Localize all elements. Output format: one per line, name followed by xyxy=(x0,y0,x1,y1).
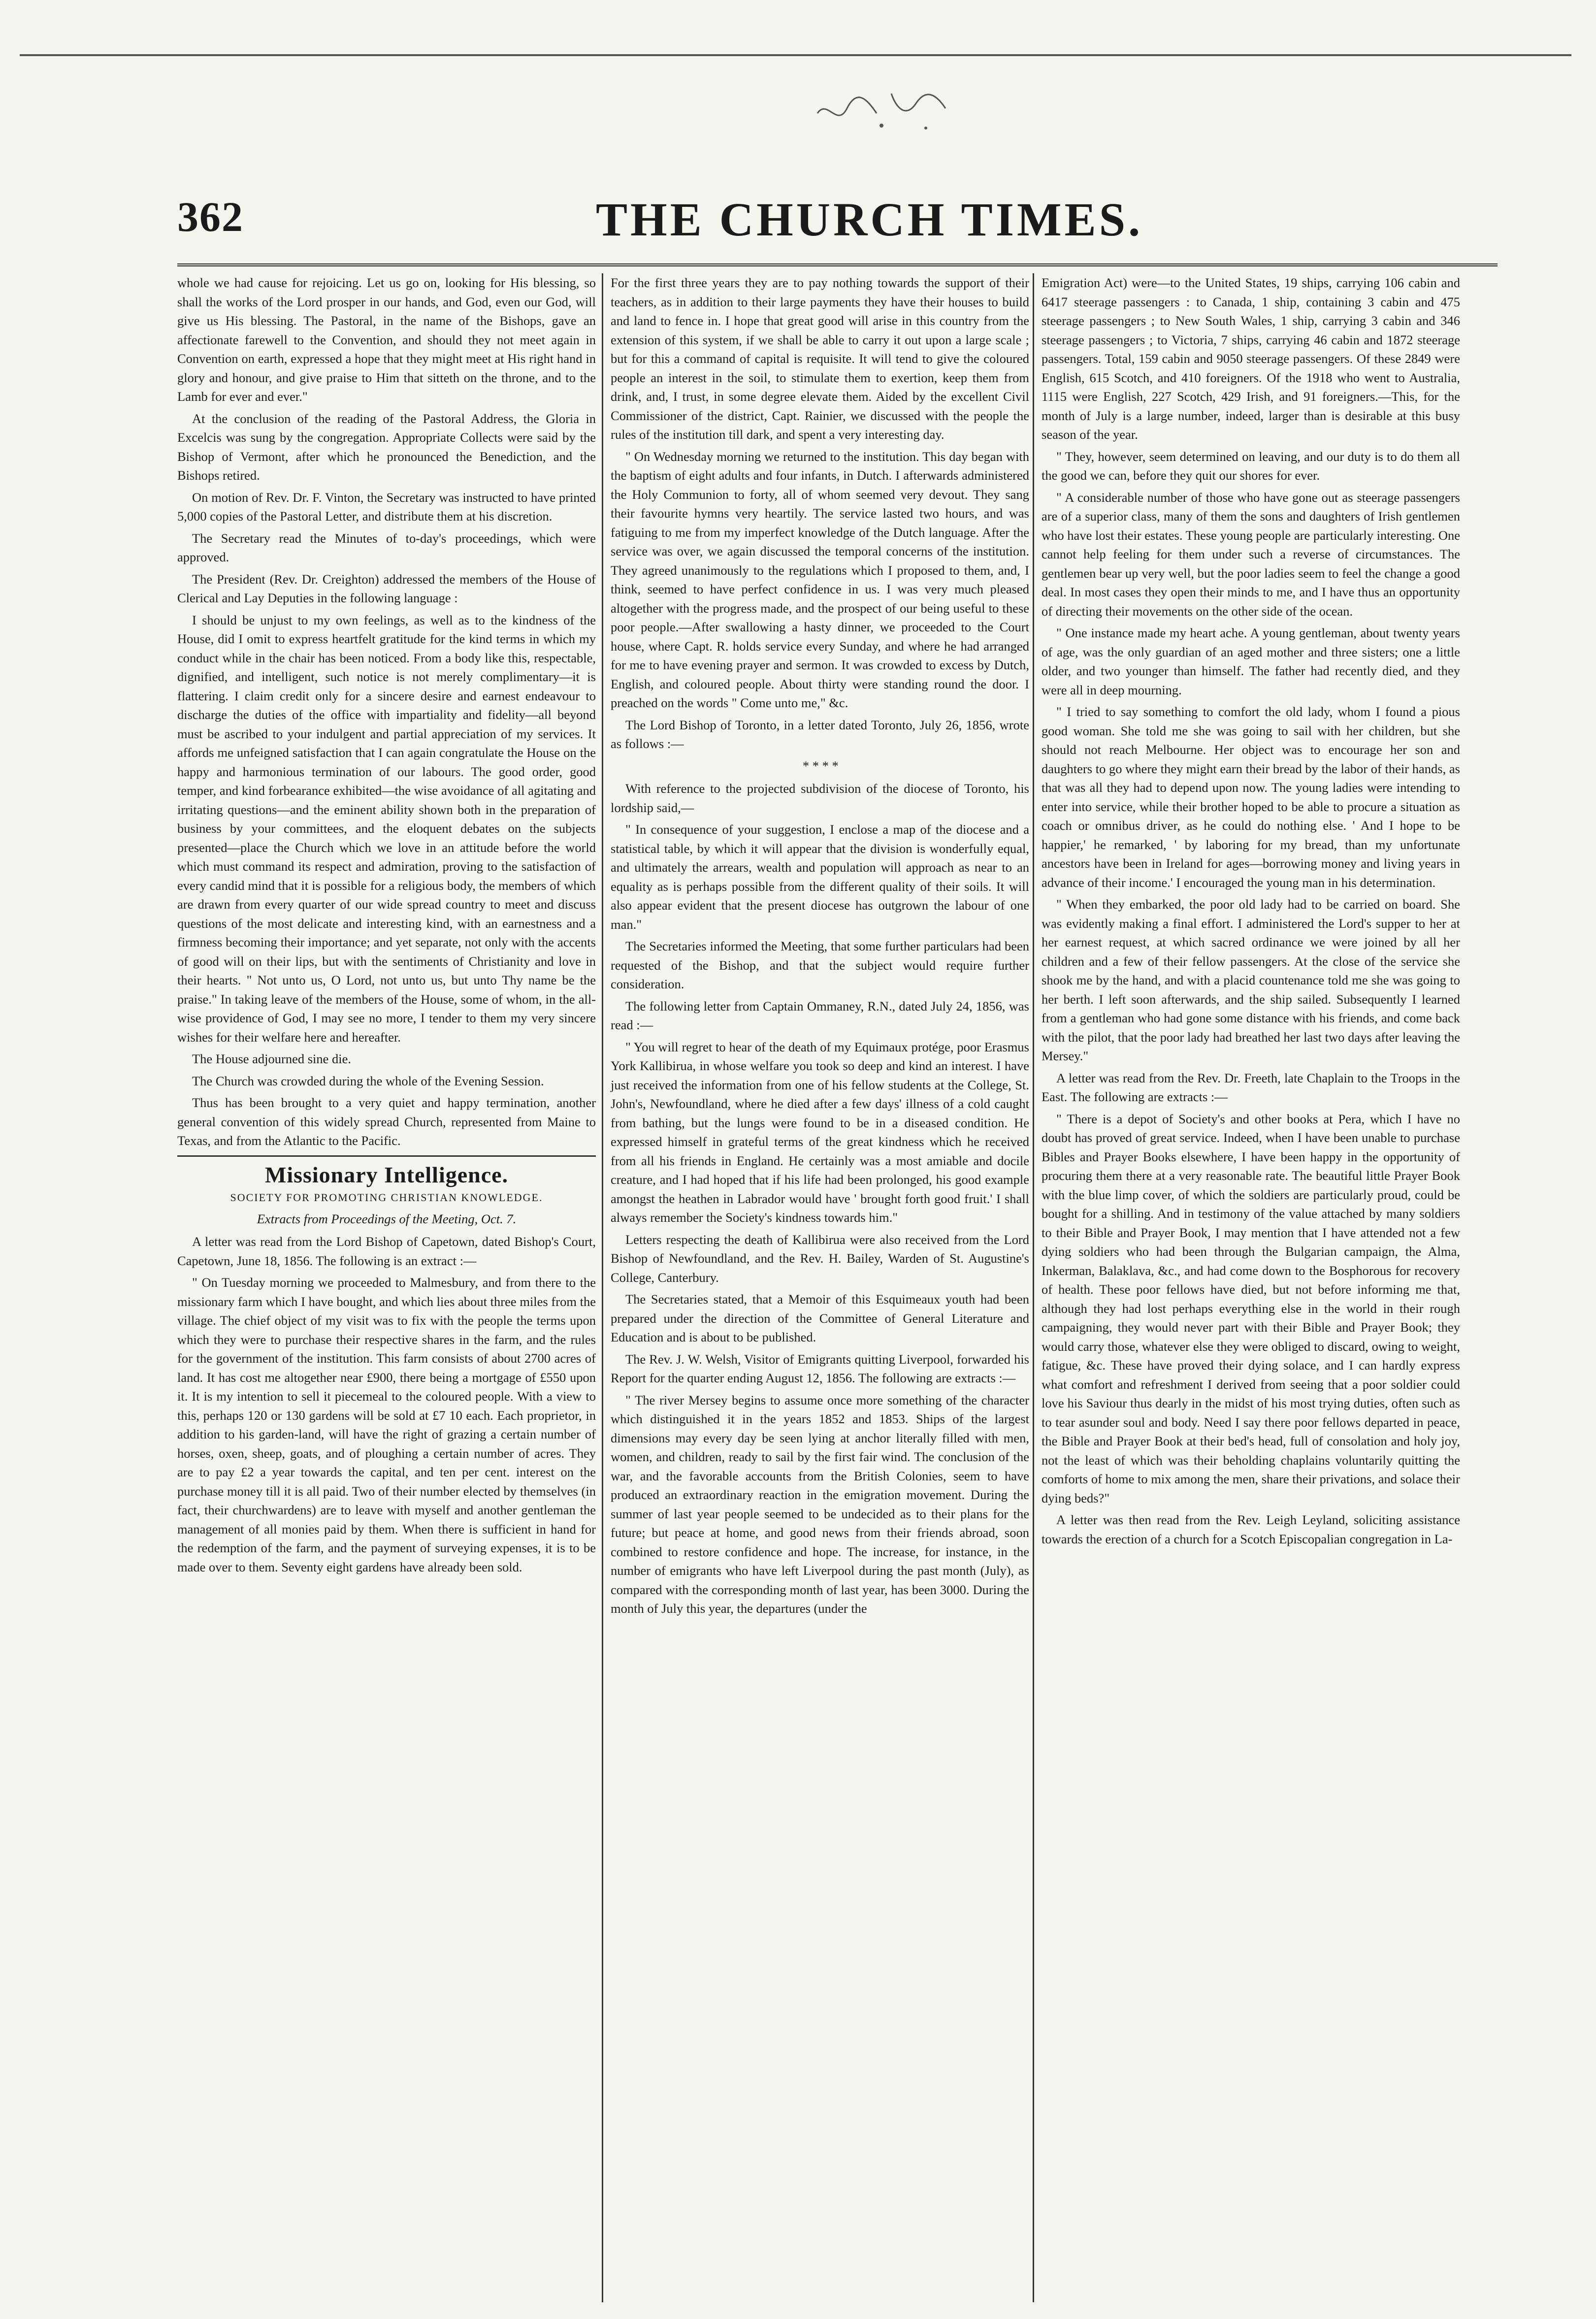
paragraph: With reference to the projected subdivision of the diocese of Toronto, his lordship said,— xyxy=(611,781,1029,815)
paragraph: The Secretary read the Minutes of to-day's proceedings, which were approved. xyxy=(177,530,596,564)
page-number: 362 xyxy=(177,193,244,240)
top-edge-rule xyxy=(20,54,1571,56)
column-divider xyxy=(602,273,603,2302)
paragraph: The President (Rev. Dr. Creighton) addressed the members of the House of Clerical and Lay Deputies in the following language : xyxy=(177,571,596,605)
section-rule xyxy=(177,1155,596,1157)
section-heading: Missionary Intelligence. xyxy=(264,1162,509,1187)
paragraph: I should be unjust to my own feelings, as well as to the kindness of the House, did I omit to express heartfelt gratitude for the kind terms in which my conduct while in the chair has been noticed. From a body like this, respectable, dignified, and intelligent, such notice is not merely complimentary—it is flattering. I claim credit only for a sincere desire and earnest endeavour to discharge the duties of the office with impartiality and fidelity—all beyond must be ascribed to your indulgent and partial appreciation of my services. It affords me unfeigned satisfaction that I can again congratulate the House on the happy and harmonious termination of our labours. The good order, good temper, and kind forbearance exhibited—the wise avoidance of all agitating and irritating questions—and the eminent ability shown both in the preparation of business by your committees, and the eloquent debates on the subjects presented—place the Church which we love in an attitude before the world which must command its respect and admiration, proving to the satisfaction of every candid mind that it is possible for a religious body, the members of which are drawn from every quarter of our wide spread country to meet and discuss questions of the most delicate and interesting kind, with an earnestness and a firmness becoming their importance; and yet separate, not only with the accents of good will on their lips, but with the sentiments of Christianity and love in their hearts. " Not unto us, O Lord, not unto us, but unto Thy name be the praise." In taking leave of the members of the House, some of whom, in the all-wise providence of God, I may see no more, I tender to them my very sincere wishes for their welfare here and hereafter. xyxy=(177,612,596,1045)
paragraph: " One instance made my heart ache. A young gentleman, about twenty years of age, was the only guardian of an aged mother and three sisters; one a little older, and two younger than himself. The father had recently died, and they were all in deep mourning. xyxy=(1042,625,1460,697)
paragraph: At the conclusion of the reading of the Pastoral Address, the Gloria in Excelcis was sung by the congregation. Appropriate Collects were said by the Bishop of Vermont, after which he pronounced the Benediction, and the Bishops retired. xyxy=(177,411,596,483)
column-1 xyxy=(177,273,596,1579)
paragraph: " On Wednesday morning we returned to the institution. This day began with the baptism of eight adults and four infants, in Dutch. I afterwards administered the Holy Communion to forty, all of whom seemed very devout. They sang their favourite hymns very heartily. The service lasted two hours, and was fatiguing to me from my imperfect knowledge of the Dutch language. After the service was over, we again discussed the temporal concerns of the institution. They agreed unanimously to the regulations which I proposed to them, and, I think, seemed to have perfect confidence in us. I was very much pleased altogether with the progress made, and the prospect of our being useful to these poor people.—After swallowing a hasty dinner, we proceeded to the Court house, where Capt. R. holds service every Sunday, and where he had arranged for me to have evening prayer and sermon. It was crowded to excess by Dutch, English, and coloured people. About thirty were standing round the door. I preached on the words " Come unto me," &c. xyxy=(611,449,1029,710)
masthead xyxy=(177,192,1498,261)
paragraph: Thus has been brought to a very quiet and happy termination, another general convention of this widely spread Church, represented from Maine to Texas, and from the Atlantic to the Pacific. xyxy=(177,1095,596,1148)
column-divider xyxy=(1033,273,1034,2302)
column-2 xyxy=(611,273,1029,1621)
paragraph: " A considerable number of those who have gone out as steerage passengers are of a superior class, many of them the sons and daughters of Irish gentlemen who have lost their estates. These young people are particularly interesting. One cannot help feeling for them under such a reverse of circumstances. The gentlemen bear up very well, but the poor ladies seem to feel the change a good deal. In most cases they open their minds to me, and I have thus an opportunity of directing their movements on the other side of the ocean. xyxy=(1042,490,1460,619)
paragraph: A letter was read from the Rev. Dr. Freeth, late Chaplain to the Troops in the East. The following are extracts :— xyxy=(1042,1070,1460,1104)
paragraph: The Church was crowded during the whole of the Evening Session. xyxy=(192,1073,544,1088)
paragraph: The House adjourned sine die. xyxy=(192,1051,352,1066)
paper-title: THE CHURCH TIMES. xyxy=(596,193,1143,246)
paragraph: The Secretaries informed the Meeting, that some further particulars had been requested of the Bishop, and that the subject would require further consideration. xyxy=(611,939,1029,991)
paragraph: On motion of Rev. Dr. F. Vinton, the Secretary was instructed to have printed 5,000 copies of the Pastoral Letter, and distribute them at his discretion. xyxy=(177,490,596,523)
society-heading: SOCIETY FOR PROMOTING CHRISTIAN KNOWLEDGE. xyxy=(230,1191,543,1204)
paragraph: The Secretaries stated, that a Memoir of this Esquimeaux youth had been prepared under the direction of the Committee of General Literature and Education and is about to be published. xyxy=(611,1292,1029,1344)
paragraph: " They, however, seem determined on leaving, and our duty is to do them all the good we can, before they quit our shores for ever. xyxy=(1042,449,1460,483)
paragraph: " When they embarked, the poor old lady had to be carried on board. She was evidently making a final effort. I administered the Lord's supper to her at her earnest request, at which sacred ordinance we were joined by all her children and a few of their fellow passengers. At the close of the service she shook me by the hand, and with a placid countenance told me she was going to her berth. I left soon afterwards, and the ship sailed. Subsequently I learned from a gentleman who had gone some distance with his friends, and come back with the pilot, that the poor lady had breathed her last two days after leaving the Mersey." xyxy=(1042,897,1460,1063)
paragraph: Letters respecting the death of Kallibirua were also received from the Lord Bishop of Newfoundland, and the Rev. H. Bailey, Warden of St. Augustine's College, Canterbury. xyxy=(611,1232,1029,1285)
paragraph: A letter was then read from the Rev. Leigh Leyland, soliciting assistance towards the erection of a church for a Scotch Episcopalian congregation in La- xyxy=(1042,1512,1460,1546)
paragraph: The following letter from Captain Ommaney, R.N., dated July 24, 1856, was read :— xyxy=(611,998,1029,1032)
paragraph: For the first three years they are to pay nothing towards the support of their teachers, as in addition to their large payments they have their houses to build and land to fence in. I hope that great good will arise in this country from the extension of this system, if we shall be able to carry it out upon a large scale ; but for this a command of capital is requisite. It will tend to give the coloured people an interest in the soil, to stimulate them to exertion, keep them from drink, and, I trust, in some degree elevate them. Aided by the excellent Civil Commissioner of the district, Capt. Rainier, we discussed with the people the rules of the institution till dark, and spent a very interesting day. xyxy=(611,275,1029,442)
paragraph: The Rev. J. W. Welsh, Visitor of Emigrants quitting Liverpool, forwarded his Report for the quarter ending August 12, 1856. The following are extracts :— xyxy=(611,1351,1029,1385)
paragraph: " In consequence of your suggestion, I enclose a map of the diocese and a statistical table, by which it will appear that the division is wonderfully equal, and ultimately the arrears, wealth and population will approach as near to an equality as is perhaps possible from the different quality of their soils. It will also appear evident that the present diocese has outgrown the labour of one man." xyxy=(611,822,1029,932)
column-3 xyxy=(1042,273,1460,1551)
ink-marks xyxy=(813,79,950,143)
paragraph: Emigration Act) were—to the United States, 19 ships, carrying 106 cabin and 6417 steerage passengers : to Canada, 1 ship, containing 3 cabin and 475 steerage passengers ; to New South Wales, 1 ship, carrying 3 cabin and 346 steerage passengers ; to Victoria, 7 ships, carrying 46 cabin and 1872 steerage passengers. Total, 159 cabin and 9050 steerage passengers. Of these 2849 were English, 615 Scotch, and 410 foreigners. Of the 1918 who went to Australia, 1115 were English, 227 Scotch, 429 Irish, and 91 foreigners.—This, for the month of July is a large number, indeed, larger than is desirable at this busy season of the year. xyxy=(1042,275,1460,442)
stars-separator: * * * * xyxy=(802,758,838,773)
paragraph: whole we had cause for rejoicing. Let us go on, looking for His blessing, so shall the works of the Lord prosper in our hands, and God, even our God, will give us His blessing. The Pastoral, in the name of the Bishops, gave an affectionate farewell to the Convention, and should they not meet again in Convention on earth, expressed a hope that they might meet at His right hand in glory and honour, and give praise to Him that sitteth on the throne, and to the Lamb for ever and ever." xyxy=(177,275,596,404)
paragraph: " I tried to say something to comfort the old lady, whom I found a pious good woman. She told me she was going to sail with her children, but she should not reach Melbourne. Her object was to encourage her son and daughters to go where they might earn their bread by the labor of their hands, as that was all they had to depend upon now. The young ladies were intending to enter into service, while their brother hoped to be able to procure a situation as coach or omnibus driver, as he could do nothing else. ' And I hope to be happier,' he remarked, ' by laboring for my bread, than my unfortunate ancestors have been in Ireland for ages—borrowing money and living years in advance of their income.' I encouraged the young man in his determination. xyxy=(1042,704,1460,890)
paragraph: " The river Mersey begins to assume once more something of the character which distinguished it in the years 1852 and 1853. Ships of the largest dimensions may every day be seen lying at anchor literally filled with men, women, and children, ready to sail by the first fair wind. The conclusion of the war, and the favorable accounts from the British Colonies, seem to have produced an extraordinary reaction in the emigration movement. During the summer of last year people seemed to be undecided as to their plans for the future; but peace at home, and good news from their friends abroad, soon combined to restore confidence and hope. The increase, for instance, in the number of emigrants who have left Liverpool during the past month (July), as compared with the corresponding month of last year, has been 3000. During the month of July this year, the departures (under the xyxy=(611,1392,1029,1616)
paragraph: A letter was read from the Lord Bishop of Capetown, dated Bishop's Court, Capetown, June 18, 1856. The following is an extract :— xyxy=(177,1234,596,1268)
header-rule xyxy=(177,263,1498,269)
paragraph: " On Tuesday morning we proceeded to Malmesbury, and from there to the missionary farm which I have bought, and which lies about three miles from the village. The chief object of my visit was to fix with the people the terms upon which they were to purchase their respective shares in the farm, and the rules for the government of the institution. This farm consists of about 2700 acres of land. It has cost me altogether near £900, there being a mortgage of £550 upon it. It is my intention to sell it piecemeal to the coloured people. With a view to this, perhaps 120 or 130 gardens will be sold at £7 10 each. Each proprietor, in addition to his garden-land, will have the right of grazing a certain number of horses, oxen, sheep, goats, and of ploughing a certain number of acres. They are to pay £2 a year towards the capital, and ten per cent. interest on the purchase money till it is all paid. Two of their number elected by themselves (in fact, their churchwardens) are to leave with myself and another gentleman the management of all monies paid by them. When there is sufficient in hand for the redemption of the farm, and the payment of surveying expenses, it is to be made over to them. Seventy eight gardens have already been sold. xyxy=(177,1275,596,1574)
paragraph: " You will regret to hear of the death of my Equimaux protége, poor Erasmus York Kallibirua, in whose welfare you took so deep and kind an interest. I have just received the information from one of his fellow students at the College, St. John's, Newfoundland, where he died after a few days' illness of a cold caught from bathing, but the lungs were found to be in a diseased condition. He expressed himself in grateful terms of the great kindness which he received from all his friends in England. He certainly was a most amiable and docile creature, and I had hoped that if his life had been prolonged, his good example amongst the heathen in Labrador would have ' brought forth good fruit.' I shall always remember the Society's kindness towards him." xyxy=(611,1039,1029,1225)
extracts-heading: Extracts from Proceedings of the Meeting, Oct. 7. xyxy=(257,1211,517,1226)
paragraph: " There is a depot of Society's and other books at Pera, which I have no doubt has proved of great service. Indeed, when I have been unable to purchase Bibles and Prayer Books elsewhere, I have been happy in the opportunity of procuring them there at a very reasonable rate. The beautiful little Prayer Book with the blue limp cover, of which the soldiers are particularly proud, could be bought for a shilling. And in testimony of the value attached by many soldiers to their Bible and Prayer Book, I may mention that I have attended not a few dying soldiers who had been through the Bulgarian campaign, the Alma, Inkerman, Balaklava, &c., and had come down to the Bosphorous for recovery of health. These poor fellows have died, but not before informing me that, although they had lost perhaps everything else in the world in their rough campaigning, they would never part with their Bible and Prayer Book; they would carry those, whatever else they were obliged to discard, owing to weight, fatigue, &c. These have proved their dying solace, and I can hardly express what comfort and refreshment I derived from seeing that a poor soldier could love his Saviour thus dearly in the midst of his most trying duties, often such as to tear asunder soul and body. Need I say there poor fellows departed in peace, the Bible and Prayer Book at their bed's head, full of consolation and holy joy, not the least of which was their beholding chaplains voluntarily quitting the comforts of home to mix among the men, share their privations, and solace their dying beds?" xyxy=(1042,1111,1460,1505)
paragraph: The Lord Bishop of Toronto, in a letter dated Toronto, July 26, 1856, wrote as follows :— xyxy=(611,717,1029,751)
